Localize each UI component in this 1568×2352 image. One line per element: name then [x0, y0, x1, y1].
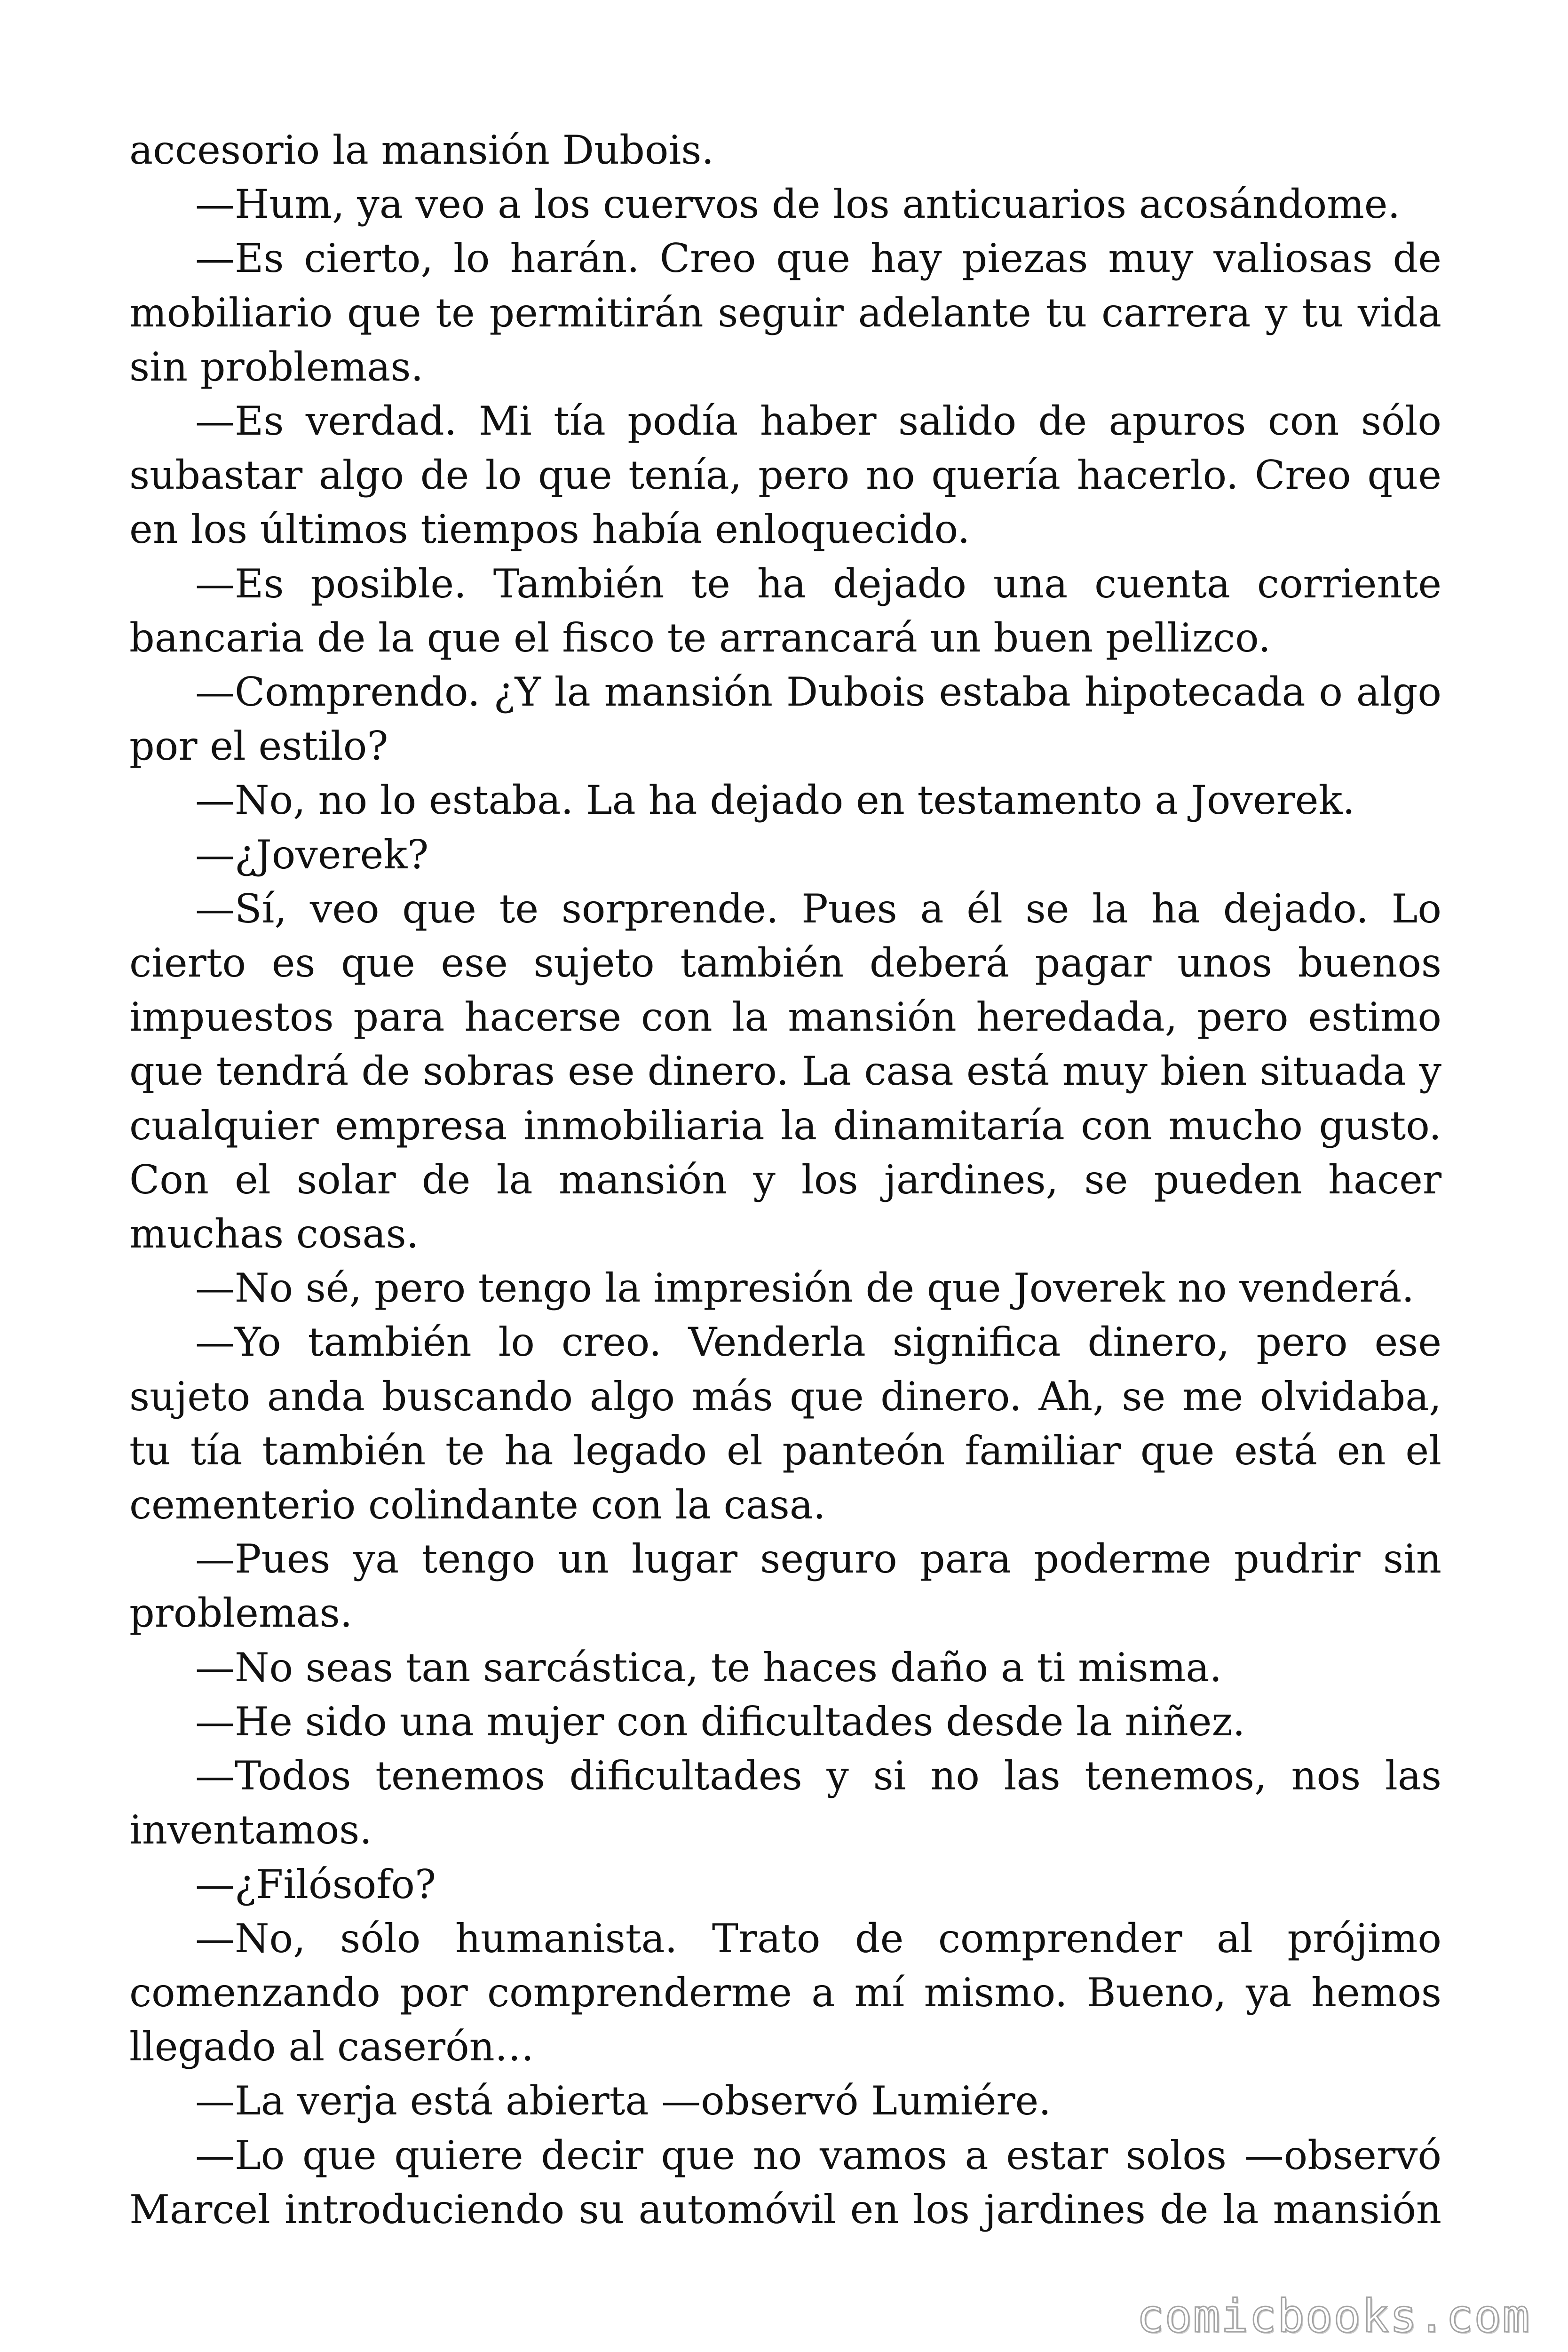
paragraph-12: —Pues ya tengo un lugar seguro para poderme pudrir sin problemas. [129, 1536, 1441, 1637]
paragraph-6: —Comprendo. ¿Y la mansión Dubois estaba hipotecada o algo por el estilo? [129, 669, 1441, 770]
paragraph-3: —Es cierto, lo harán. Creo que hay piezas muy valiosas de mobiliario que te permitirán seguir adelante tu carrera y tu vida sin problemas. [129, 235, 1441, 390]
paragraph-10: —No sé, pero tengo la impresión de que Joverek no venderá. [195, 1265, 1415, 1311]
paragraph-17: —No, sólo humanista. Trato de comprender al prójimo comenzando por comprenderme a mí mismo. Bueno, ya hemos llegado al caserón… [129, 1915, 1441, 2070]
paragraph-15: —Todos tenemos dificultades y si no las tenemos, nos las inventamos. [129, 1753, 1441, 1853]
paragraph-7: —No, no lo estaba. La ha dejado en testamento a Joverek. [195, 777, 1355, 824]
paragraph-13: —No seas tan sarcástica, te haces daño a ti misma. [195, 1644, 1222, 1691]
paragraph-11: —Yo también lo creo. Venderla significa dinero, pero ese sujeto anda buscando algo más que dinero. Ah, se me olvidaba, tu tía también te ha legado el panteón familiar que está en el cementerio colindante con la casa. [129, 1319, 1441, 1528]
paragraph-2: —Hum, ya veo a los cuervos de los anticuarios acosándome. [195, 181, 1401, 228]
paragraph-5: —Es posible. También te ha dejado una cuenta corriente bancaria de la que el fisco te arrancará un buen pellizco. [129, 560, 1441, 661]
paragraph-16: —¿Filósofo? [195, 1861, 436, 1907]
paragraph-4: —Es verdad. Mi tía podía haber salido de apuros con sólo subastar algo de lo que tenía, pero no quería hacerlo. Creo que en los últimos tiempos había enloquecido. [129, 398, 1441, 553]
paragraph-14: —He sido una mujer con dificultades desde la niñez. [195, 1698, 1245, 1745]
paragraph-9: —Sí, veo que te sorprende. Pues a él se la ha dejado. Lo cierto es que ese sujeto también deberá pagar unos buenos impuestos para hacerse con la mansión heredada, pero estimo que tendrá de sobras ese dinero. La casa está muy bien situada y cualquier empresa inmobiliaria la dinamitaría con mucho gusto. Con el solar de la mansión y los jardines, se pueden hacer muchas cosas. [129, 885, 1441, 1257]
paragraph-18: —La verja está abierta —observó Lumiére. [195, 2078, 1051, 2124]
paragraph-1: accesorio la mansión Dubois. [129, 127, 714, 173]
page-text [129, 123, 1441, 2237]
paragraph-19: —Lo que quiere decir que no vamos a estar solos —observó Marcel introduciendo su automóvil en los jardines de la mansión [129, 2132, 1441, 2233]
paragraph-8: —¿Joverek? [195, 831, 429, 878]
site-watermark: comicbooks.com [1136, 2290, 1530, 2343]
